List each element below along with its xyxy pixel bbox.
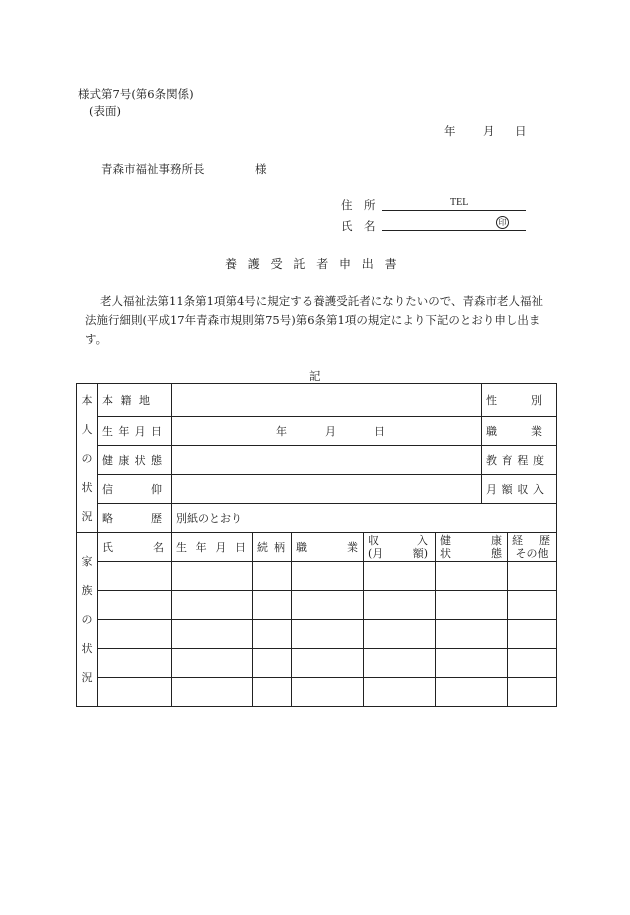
family-row [77, 678, 557, 707]
honseki-value[interactable] [172, 384, 482, 417]
occupation-label: 職 業 [482, 417, 557, 446]
family-row [77, 591, 557, 620]
addressee: 青森市福祉事務所長 [101, 162, 205, 176]
address-line[interactable] [382, 210, 526, 211]
family-header-dob: 生 年 月 日 [172, 533, 253, 562]
form-number: 様式第7号(第6条関係) [78, 87, 194, 101]
tel-label: TEL [450, 197, 469, 208]
income-label: 月 額 収 入 [482, 475, 557, 504]
honseki-label: 本 籍 地 [98, 384, 172, 417]
address-label: 住 所 [341, 198, 376, 212]
name-label: 氏 名 [341, 219, 376, 233]
family-header-relation: 続 柄 [253, 533, 292, 562]
form-side: (表面) [89, 104, 121, 118]
dob-month: 月 [325, 425, 336, 438]
dob-day: 日 [374, 425, 385, 438]
date-year: 年 [444, 124, 456, 138]
family-row [77, 649, 557, 678]
body-line-2: 法施行細則(平成17年青森市規則第75号)第6条第1項の規定により下記のとおり申し出ま [85, 313, 541, 327]
belief-label: 信 仰 [98, 475, 172, 504]
page-title: 養護受託者申出書 [225, 257, 408, 271]
dob-label: 生 年 月 日 [98, 417, 172, 446]
family-header-history: 経 歴 その他 [508, 533, 557, 562]
seal-mark: 印 [496, 216, 509, 229]
belief-value[interactable] [172, 475, 482, 504]
family-header-income: 収 入 (月 額) [364, 533, 436, 562]
body-line-3: す。 [85, 332, 108, 346]
application-table [76, 383, 557, 707]
dob-value[interactable] [172, 417, 482, 446]
family-row [77, 562, 557, 591]
date-month: 月 [483, 124, 495, 138]
family-header-health: 健 康 状 態 [436, 533, 508, 562]
sex-label: 性 別 [482, 384, 557, 417]
health-label: 健 康 状 態 [98, 446, 172, 475]
ki-label: 記 [309, 369, 321, 383]
personal-section-label: 本 人 の 状 況 [77, 384, 98, 533]
family-section-label: 家 族 の 状 況 [77, 533, 98, 707]
body-line-1: 老人福祉法第11条第1項第4号に規定する養護受託者になりたいので、青森市老人福祉 [100, 294, 544, 308]
date-day: 日 [515, 124, 527, 138]
history-value[interactable]: 別紙のとおり [172, 504, 557, 533]
health-value[interactable] [172, 446, 482, 475]
name-line[interactable] [382, 230, 526, 231]
family-header-name: 氏 名 [98, 533, 172, 562]
dob-year: 年 [276, 425, 287, 438]
history-label: 略 歴 [98, 504, 172, 533]
family-row [77, 620, 557, 649]
education-label: 教 育 程 度 [482, 446, 557, 475]
honorific: 様 [255, 162, 267, 176]
family-header-occupation: 職 業 [292, 533, 364, 562]
